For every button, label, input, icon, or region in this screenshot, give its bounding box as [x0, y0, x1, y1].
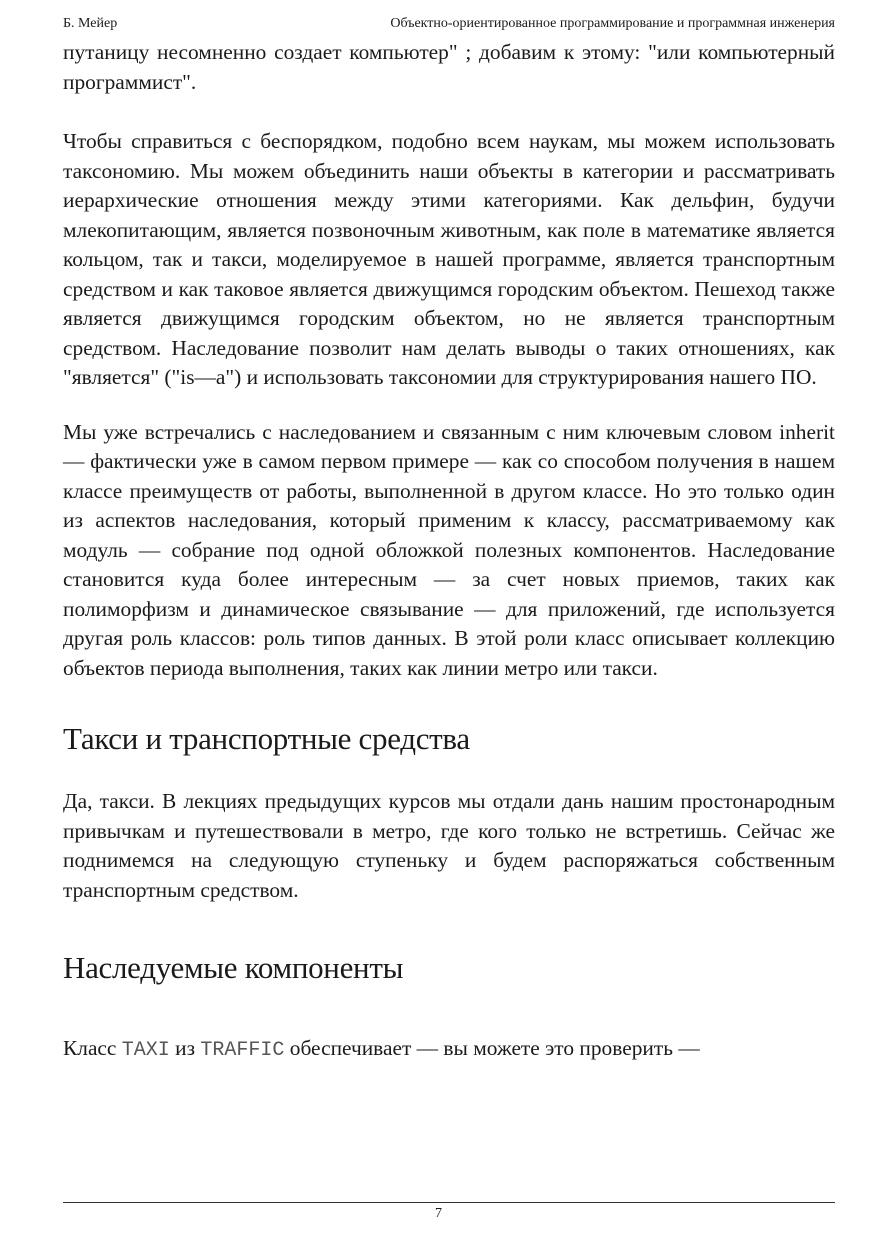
section-heading: Такси и транспортные средства [63, 721, 470, 756]
code-class-name: TRAFFIC [200, 1039, 285, 1062]
paragraph [63, 1034, 835, 1066]
code-class-name: TAXI [121, 1039, 170, 1062]
paragraph-text: обеспечивает — вы можете это проверить — [284, 1036, 700, 1060]
paragraph: Да, такси. В лекциях предыдущих курсов мы отдали дань нашим простонародным привычкам и путешествовали в метро, где кого только не встретишь. Сейчас же поднимемся на следующую ступеньку и будем распоряжаться собственным транспортным средством. [63, 789, 835, 902]
page-body [63, 38, 835, 1066]
paragraph: Чтобы справиться с беспорядком, подобно всем наукам, мы можем использовать таксономию. Мы можем объединить наши объекты в категории и рассматривать иерархические отношения между этими категориями. Как дельфин, будучи млекопитающим, является позвоночным животным, как поле в математике является кольцом, так и такси, моделируемое в нашей программе, является транспортным средством и как таковое является движущимся городским объектом. Пешеход также является движущимся городским объектом, но не является транспортным средством. Наследование позволит нам делать выводы о таких отношениях, как "является" ("is—a") и использовать таксономии для структурирования нашего ПО. [63, 129, 835, 389]
page-number: 7 [435, 1206, 442, 1221]
header-book-title: Объектно-ориентированное программирование и программная инженерия [390, 16, 835, 31]
paragraph: Мы уже встречались с наследованием и связанным с ним ключевым словом inherit — фактически уже в самом первом примере — как со способом получения в нашем классе преимуществ от работы, выполненной в другом классе. Но это только один из аспектов наследования, который применим к классу, рассматриваемому как модуль — собрание под одной обложкой полезных компонентов. Наследование становится куда более интересным — за счет новых приемов, таких как полиморфизм и динамическое связывание — для приложений, где используется другая роль классов: роль типов данных. В этой роли класс описывает коллекцию объектов периода выполнения, таких как линии метро или такси. [63, 419, 835, 680]
footer-divider [63, 1202, 835, 1203]
paragraph-text: из [169, 1036, 201, 1060]
header-author: Б. Мейер [63, 16, 118, 31]
paragraph: путаницу несомненно создает компьютер" ; добавим к этому: "или компьютерный программист". [63, 40, 835, 94]
paragraph-text: Класс [63, 1036, 122, 1060]
section-heading: Наследуемые компоненты [63, 950, 404, 985]
